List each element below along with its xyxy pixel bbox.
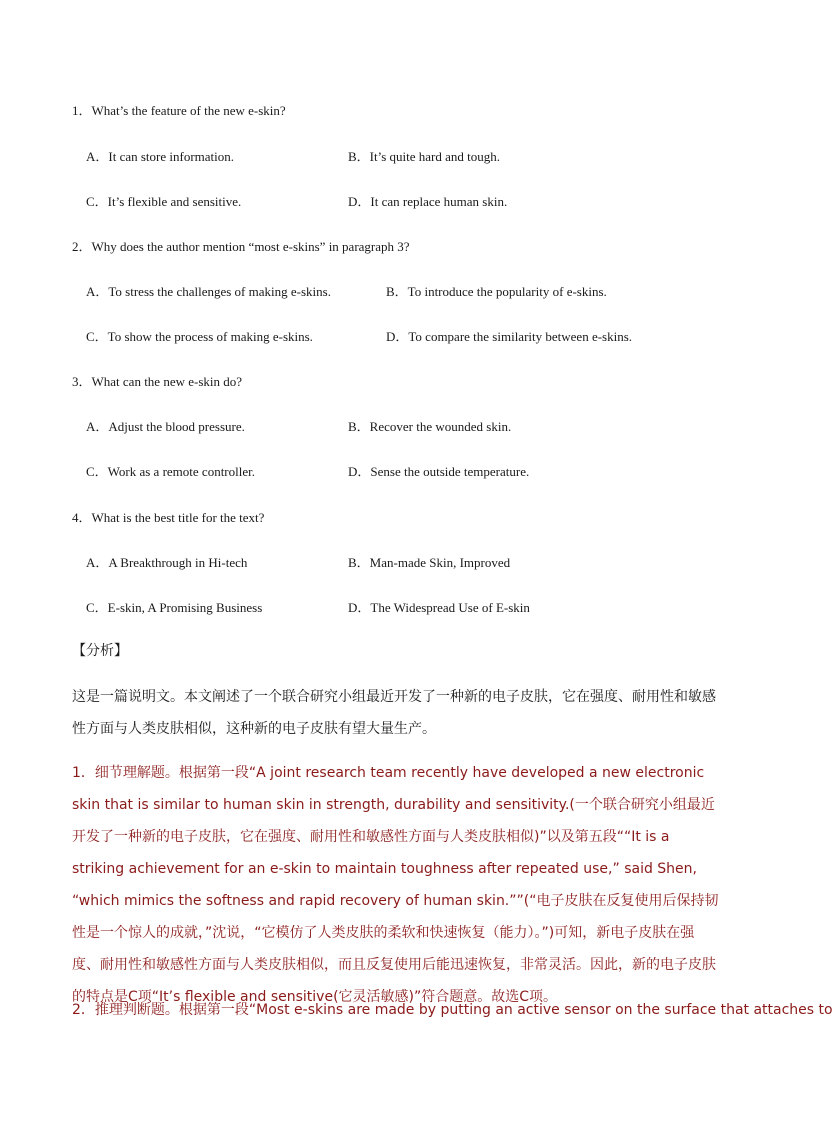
analysis-heading: 【分析】 (72, 643, 128, 659)
question-1-option-b: B．It’s quite hard and tough. (348, 149, 501, 164)
question-3-stem: 3．What can the new e-skin do? (72, 374, 243, 389)
question-2-stem: 2．Why does the author mention “most e-skins” in paragraph 3? (72, 239, 410, 254)
analysis-summary: 这是一篇说明文。本文阐述了一个联合研究小组最近开发了一种新的电子皮肤，它在强度、耐用性和敏感性方面与人类皮肤相似，这种新的电子皮肤有望大量生产。 (72, 689, 716, 737)
analysis-item-1: 1．细节理解题。根据第一段“A joint research team recently have developed a new electronic skin that is similar to human skin in strength, durability and sensitivity.(一个联合研究小组最近开发了一种新的电子皮肤，它在强度、耐用性和敏感性方面与人类皮肤相似)”以及第五段““It is a striking achievement for an e-skin to maintain toughness after repeated use,” said Shen, “which mimics the softness and rapid recovery of human skin.””(“电子皮肤在反复使用后保持韧性是一个惊人的成就，”沈说，“它模仿了人类皮肤的柔软和快速恢复（能力）。”)可知，新电子皮肤在强度、耐用性和敏感性方面与人类皮肤相似，而且反复使用后能迅速恢复，非常灵活。因此，新的电子皮肤的特点是C项“It’s flexible and sensitive(它灵活敏感)”符合题意。故选C项。 (72, 765, 719, 1005)
question-4-option-d: D．The Widespread Use of E-skin (348, 600, 530, 615)
question-2-option-a: A．To stress the challenges of making e-skins. (86, 284, 331, 299)
analysis-item-2: 2．推理判断题。根据第一段“Most e-skins are made by putting an active sensor on the surface that attaches to (72, 1002, 833, 1018)
question-1-option-c: C．It’s flexible and sensitive. (86, 194, 242, 209)
question-3-option-a: A．Adjust the blood pressure. (86, 419, 245, 434)
question-4-option-c: C．E-skin, A Promising Business (86, 600, 263, 615)
question-1-option-d: D．It can replace human skin. (348, 194, 508, 209)
question-4-option-b: B．Man-made Skin, Improved (348, 555, 511, 570)
question-1-option-a: A．It can store information. (86, 149, 235, 164)
question-1-stem: 1．What’s the feature of the new e-skin? (72, 103, 286, 118)
question-4-option-a: A．A Breakthrough in Hi-tech (86, 555, 248, 570)
question-2-option-c: C．To show the process of making e-skins. (86, 329, 313, 344)
question-3-option-d: D．Sense the outside temperature. (348, 464, 530, 479)
question-3-option-c: C．Work as a remote controller. (86, 464, 255, 479)
question-2-option-d: D．To compare the similarity between e-skins. (386, 329, 633, 344)
question-3-option-b: B．Recover the wounded skin. (348, 419, 512, 434)
question-2-option-b: B．To introduce the popularity of e-skins. (386, 284, 607, 299)
question-4-stem: 4．What is the best title for the text? (72, 510, 265, 525)
